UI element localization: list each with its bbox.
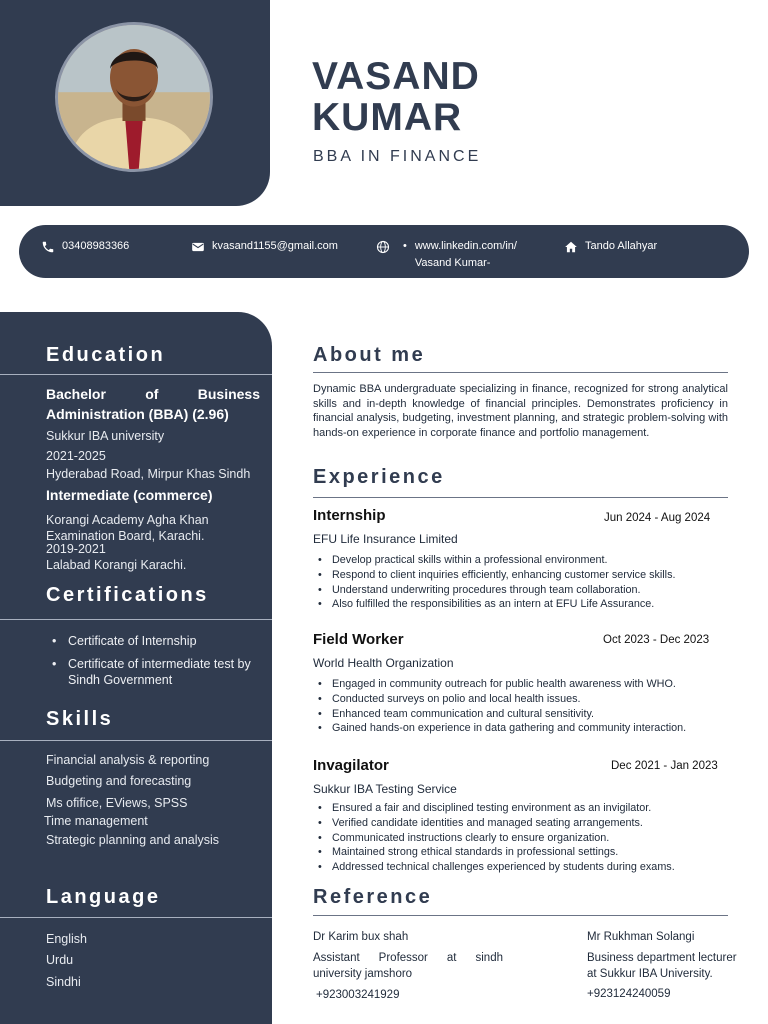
reference-phone: +923124240059 — [587, 988, 671, 1000]
skill-item: Budgeting and forecasting — [46, 774, 192, 788]
intermediate-address: Lalabad Korangi Karachi. — [46, 558, 187, 572]
job-bullet: • Enhanced team communication and cultural sensitivity. — [313, 707, 725, 722]
reference-role-line1: Business department lecturer — [587, 952, 737, 964]
education-years: 2021-2025 — [46, 449, 106, 463]
language-item: Sindhi — [46, 975, 81, 989]
name-first: VASAND — [312, 55, 480, 98]
job-dates: Dec 2021 - Jan 2023 — [611, 760, 718, 772]
experience-divider — [313, 497, 728, 498]
reference-name: Dr Karim bux shah — [313, 931, 409, 943]
certifications-divider — [0, 619, 272, 620]
reference-phone: +923003241929 — [316, 989, 400, 1001]
photo-panel — [0, 0, 270, 206]
globe-icon — [376, 240, 390, 254]
skills-divider — [0, 740, 272, 741]
job-bullet: • Also fulfilled the responsibilities as an intern at EFU Life Assurance. — [313, 597, 725, 612]
contact-email — [191, 239, 338, 254]
contact-linkedin — [376, 239, 517, 271]
certifications-list — [52, 633, 262, 695]
reference-heading: Reference — [313, 886, 433, 908]
job-bullet: • Gained hands-on experience in data gathering and community interaction. — [313, 721, 725, 736]
job-title: Invagilator — [313, 757, 389, 774]
about-heading: About me — [313, 344, 426, 366]
job-bullet: • Communicated instructions clearly to ensure organization. — [313, 831, 725, 846]
experience-heading: Experience — [313, 466, 445, 488]
education-address: Hyderabad Road, Mirpur Khas Sindh — [46, 467, 251, 481]
mail-icon — [191, 240, 205, 254]
about-text: Dynamic BBA undergraduate specializing in finance, recognized for strong analytical skills and in-depth knowledge of financial principles. Demonstrates proficiency in financial analysis, budgeting, investment planning, and strategic problem-solving with hands-on experience in corporate finance and portfolio management. — [313, 383, 728, 439]
job-bullet: • Develop practical skills within a professional environment. — [313, 553, 725, 568]
job-organization: Sukkur IBA Testing Service — [313, 782, 457, 796]
education-degree: Bachelor of Business Administration (BBA) (2.96) — [46, 386, 260, 422]
language-item: English — [46, 932, 87, 946]
job-bullets — [313, 801, 725, 875]
job-bullet: • Verified candidate identities and managed seating arrangements. — [313, 816, 725, 831]
job-title: Internship — [313, 507, 386, 524]
certification-item: • Certificate of Internship — [52, 633, 262, 649]
skill-item: Ms ofifice, EViews, SPSS — [46, 796, 188, 810]
language-item: Urdu — [46, 953, 74, 967]
email-link[interactable]: kvasand1155@gmail.com — [212, 240, 338, 252]
phone-text[interactable]: 03408983366 — [62, 240, 130, 252]
job-bullets — [313, 553, 725, 612]
job-dates: Oct 2023 - Dec 2023 — [603, 634, 710, 646]
sidebar — [0, 312, 272, 1024]
contact-phone — [41, 239, 129, 254]
name-last: KUMAR — [312, 96, 463, 139]
linkedin-url-line1: www.linkedin.com/in/ — [414, 240, 517, 252]
job-bullet: • Conducted surveys on polio and local health issues. — [313, 692, 725, 707]
job-bullets — [313, 677, 725, 736]
home-icon — [564, 240, 578, 254]
skill-item: Strategic planning and analysis — [46, 833, 220, 847]
location-text: Tando Allahyar — [585, 240, 658, 252]
job-dates: Jun 2024 - Aug 2024 — [604, 512, 711, 524]
job-bullet: • Engaged in community outreach for public health awareness with WHO. — [313, 677, 725, 692]
language-divider — [0, 917, 272, 918]
contact-location — [564, 239, 657, 254]
phone-icon — [41, 240, 55, 254]
job-title: Field Worker — [313, 631, 404, 648]
education-heading: Education — [46, 344, 166, 366]
linkedin-url-line2: Vasand Kumar- — [414, 257, 491, 269]
education-intermediate: Intermediate (commerce) — [46, 487, 213, 503]
job-subtitle: BBA IN FINANCE — [313, 148, 482, 165]
job-bullet: • Maintained strong ethical standards in professional settings. — [313, 845, 725, 860]
reference-divider — [313, 915, 728, 916]
contact-bar — [19, 225, 749, 278]
intermediate-years: 2019-2021 — [46, 542, 106, 556]
job-bullet: • Respond to client inquiries efficiently, enhancing customer service skills. — [313, 568, 725, 583]
education-divider — [0, 374, 272, 375]
linkedin-bullet: • — [403, 240, 407, 252]
profile-photo — [58, 25, 210, 169]
certifications-heading: Certifications — [46, 584, 209, 606]
job-bullet: • Ensured a fair and disciplined testing environment as an invigilator. — [313, 801, 725, 816]
about-divider — [313, 372, 728, 373]
skill-item: Time management — [44, 814, 148, 828]
intermediate-academy-line2: Examination Board, Karachi. — [46, 529, 205, 543]
intermediate-academy-line1: Korangi Academy Agha Khan — [46, 513, 209, 527]
reference-name: Mr Rukhman Solangi — [587, 931, 695, 943]
reference-role: Assistant Professor at sindh university jamshoro — [313, 952, 503, 980]
linkedin-link[interactable] — [415, 239, 517, 271]
avatar — [55, 22, 213, 172]
job-organization: EFU Life Insurance Limited — [313, 532, 458, 546]
candidate-name — [312, 56, 480, 138]
certification-item: • Certificate of intermediate test by Sindh Government — [52, 656, 262, 688]
language-heading: Language — [46, 886, 161, 908]
skill-item: Financial analysis & reporting — [46, 753, 210, 767]
job-bullet: • Addressed technical challenges experienced by students during exams. — [313, 860, 725, 875]
education-university: Sukkur IBA university — [46, 429, 165, 443]
skills-heading: Skills — [46, 708, 114, 730]
job-organization: World Health Organization — [313, 656, 454, 670]
job-bullet: • Understand underwriting procedures through team collaboration. — [313, 583, 725, 598]
reference-role-line2: at Sukkur IBA University. — [587, 968, 713, 980]
